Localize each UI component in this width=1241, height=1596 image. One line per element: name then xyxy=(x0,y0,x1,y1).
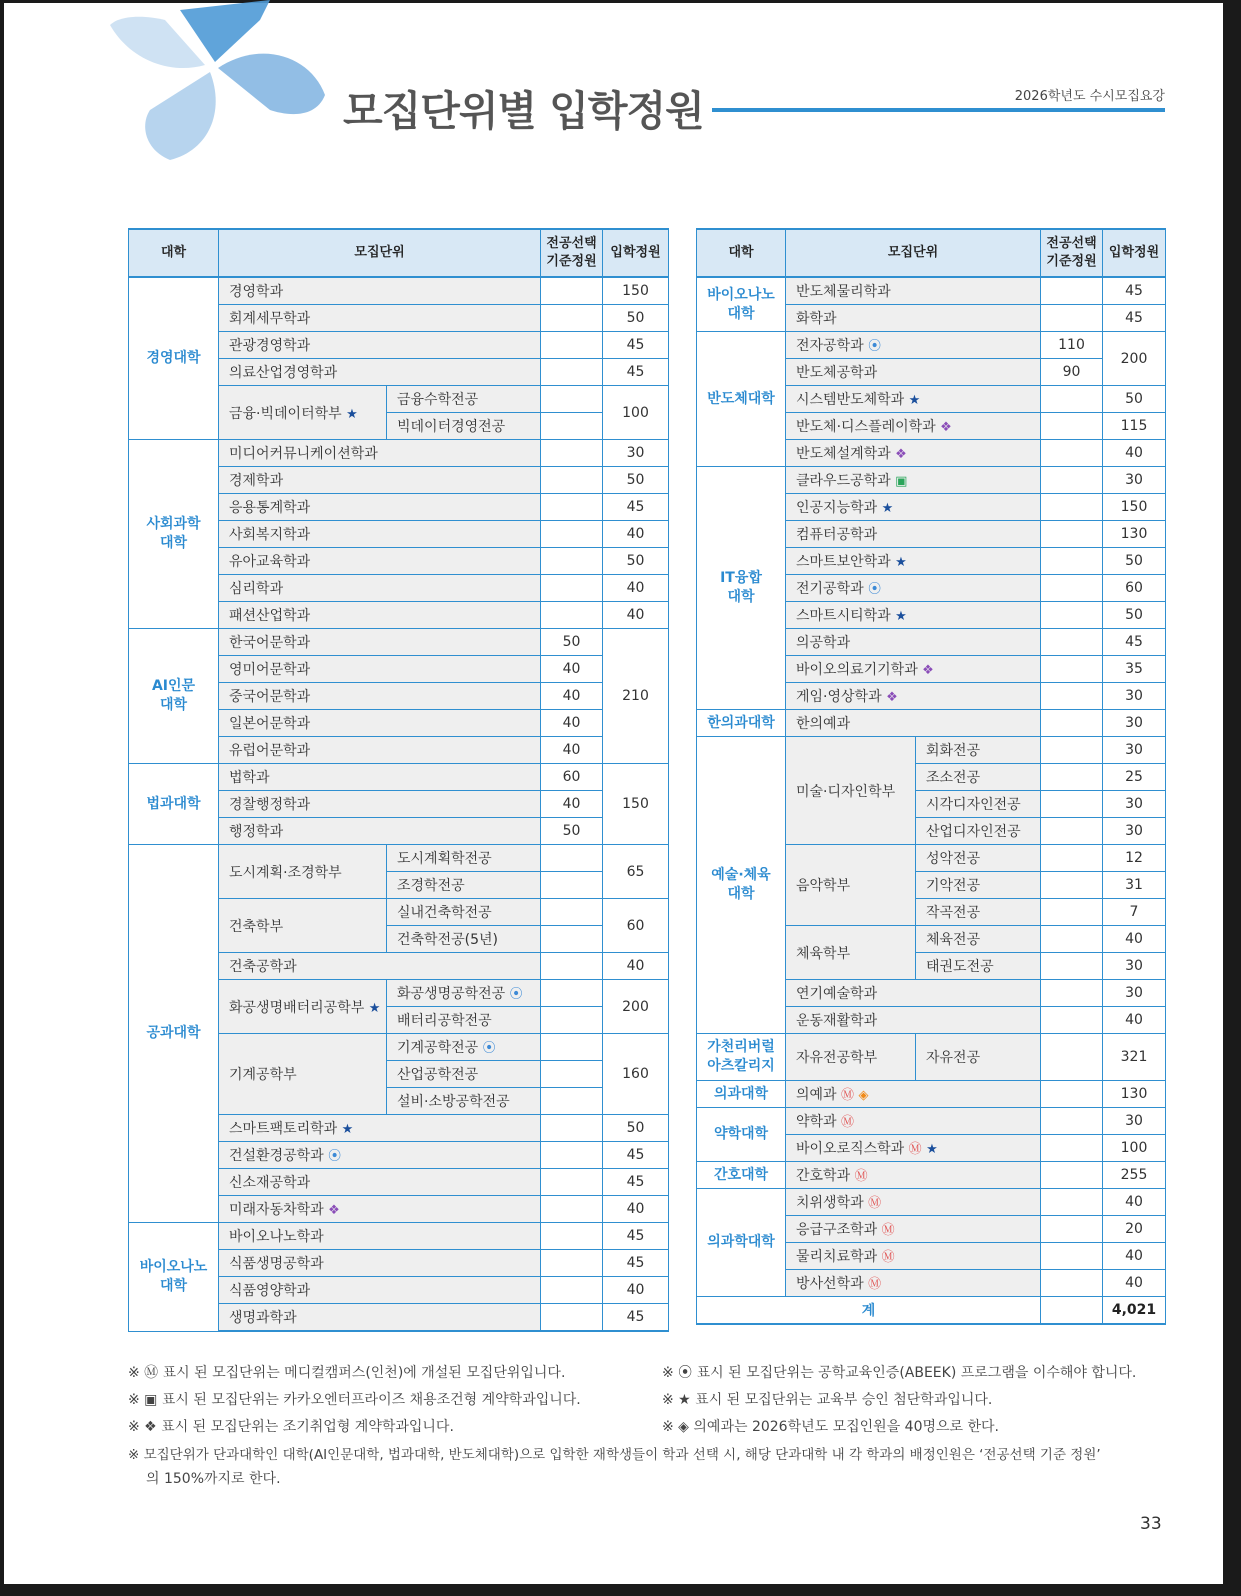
table-row xyxy=(129,277,669,305)
unit-cell: 체육학부 xyxy=(786,926,916,980)
diamond-icon: ❖ xyxy=(886,690,898,705)
quota-cell: 150 xyxy=(603,277,669,305)
quota-cell: 45 xyxy=(603,494,669,521)
header-base: 전공선택 기준정원 xyxy=(541,229,603,277)
quota-cell: 60 xyxy=(603,899,669,953)
quota-cell: 30 xyxy=(1103,1108,1166,1135)
unit-cell: 시스템반도체학과 ★ xyxy=(786,386,1041,413)
unit-cell: 클라우드공학과 ▣ xyxy=(786,467,1041,494)
major-cell: 체육전공 xyxy=(916,926,1041,953)
star-icon: ★ xyxy=(341,1122,354,1137)
unit-cell: 법학과 xyxy=(219,764,541,791)
unit-cell: 스마트시티학과 ★ xyxy=(786,602,1041,629)
quota-cell: 200 xyxy=(1103,332,1166,386)
medical-campus-icon: Ⓜ xyxy=(854,1169,868,1184)
unit-cell: 한의예과 xyxy=(786,710,1041,737)
unit-cell: 음악학부 xyxy=(786,845,916,926)
major-cell: 작곡전공 xyxy=(916,899,1041,926)
quota-cell: 40 xyxy=(1103,1007,1166,1034)
abeek-target-icon: ⦿ xyxy=(328,1149,342,1164)
college-cell: 법과대학 xyxy=(129,764,219,845)
quota-cell: 40 xyxy=(603,1277,669,1304)
unit-cell: 화공생명배터리공학부 ★ xyxy=(219,980,387,1034)
quota-cell: 31 xyxy=(1103,872,1166,899)
table-row xyxy=(129,845,669,872)
major-cell: 금융수학전공 xyxy=(387,386,541,413)
college-cell: 한의과대학 xyxy=(697,710,786,737)
unit-cell: 경영학과 xyxy=(219,277,541,305)
table-row xyxy=(697,1034,1166,1081)
table-row xyxy=(697,332,1166,359)
medical-campus-icon: Ⓜ xyxy=(841,1088,855,1103)
medical-campus-icon: Ⓜ xyxy=(908,1142,922,1157)
base-cell: 60 xyxy=(541,764,603,791)
document-subtitle: 2026학년도 수시모집요강 xyxy=(1014,89,1165,104)
diamond-icon: ❖ xyxy=(922,663,934,678)
quota-cell: 40 xyxy=(603,521,669,548)
base-cell: 40 xyxy=(541,791,603,818)
quota-cell: 30 xyxy=(1103,791,1166,818)
college-cell: 반도체대학 xyxy=(697,332,786,467)
quota-cell: 150 xyxy=(603,764,669,845)
quota-cell: 30 xyxy=(1103,953,1166,980)
header-unit: 모집단위 xyxy=(786,229,1041,277)
pinwheel-logo xyxy=(110,0,340,165)
college-cell: 예술·체육 대학 xyxy=(697,737,786,1034)
quota-cell: 30 xyxy=(1103,980,1166,1007)
quota-cell: 45 xyxy=(603,1250,669,1277)
quota-cell: 45 xyxy=(1103,277,1166,305)
unit-cell: 행정학과 xyxy=(219,818,541,845)
unit-cell: 관광경영학과 xyxy=(219,332,541,359)
unit-cell: 바이오로직스학과 Ⓜ ★ xyxy=(786,1135,1041,1162)
unit-cell: 응급구조학과 Ⓜ xyxy=(786,1216,1041,1243)
unit-cell: 인공지능학과 ★ xyxy=(786,494,1041,521)
unit-cell: 자유전공학부 xyxy=(786,1034,916,1081)
table-row xyxy=(697,710,1166,737)
college-cell: 바이오나노 대학 xyxy=(129,1223,219,1332)
major-cell: 조경학전공 xyxy=(387,872,541,899)
total-quota: 4,021 xyxy=(1103,1297,1166,1325)
page-number: 33 xyxy=(1140,1514,1162,1534)
college-cell: 의과대학 xyxy=(697,1081,786,1108)
major-cell: 기악전공 xyxy=(916,872,1041,899)
left-quota-table xyxy=(128,228,669,1332)
quota-cell: 130 xyxy=(1103,1081,1166,1108)
footnote-kakao-contract: ※ ▣ 표시 된 모집단위는 카카오엔터프라이즈 채용조건형 계약학과입니다. xyxy=(128,1392,581,1408)
quota-cell: 20 xyxy=(1103,1216,1166,1243)
quota-cell: 100 xyxy=(603,386,669,440)
college-cell: IT융합 대학 xyxy=(697,467,786,710)
star-icon: ★ xyxy=(895,555,907,570)
quota-cell: 45 xyxy=(603,1304,669,1332)
page-frame-left xyxy=(0,0,4,1596)
major-cell: 실내건축학전공 xyxy=(387,899,541,926)
table-row xyxy=(697,277,1166,305)
major-cell: 시각디자인전공 xyxy=(916,791,1041,818)
unit-cell: 간호학과 Ⓜ xyxy=(786,1162,1041,1189)
total-label: 계 xyxy=(697,1297,1041,1325)
header-base: 전공선택 기준정원 xyxy=(1041,229,1103,277)
quota-cell: 40 xyxy=(1103,440,1166,467)
unit-cell: 경제학과 xyxy=(219,467,541,494)
base-cell: 40 xyxy=(541,656,603,683)
base-cell: 40 xyxy=(541,683,603,710)
unit-cell: 컴퓨터공학과 xyxy=(786,521,1041,548)
quota-cell: 200 xyxy=(603,980,669,1034)
title-underline xyxy=(712,108,1165,112)
unit-cell: 전기공학과 ⦿ xyxy=(786,575,1041,602)
unit-cell: 식품영양학과 xyxy=(219,1277,541,1304)
unit-cell: 중국어문학과 xyxy=(219,683,541,710)
college-cell: 가천리버럴 아츠칼리지 xyxy=(697,1034,786,1081)
base-cell: 50 xyxy=(541,818,603,845)
quota-cell: 30 xyxy=(1103,737,1166,764)
unit-cell: 반도체·디스플레이학과 ❖ xyxy=(786,413,1041,440)
star-icon: ★ xyxy=(346,406,358,422)
diamond-icon: ❖ xyxy=(940,420,952,435)
quota-cell: 255 xyxy=(1103,1162,1166,1189)
unit-cell: 전자공학과 ⦿ xyxy=(786,332,1041,359)
quota-cell: 45 xyxy=(603,1142,669,1169)
unit-cell: 바이오나노학과 xyxy=(219,1223,541,1250)
quota-cell: 35 xyxy=(1103,656,1166,683)
quota-cell: 50 xyxy=(1103,602,1166,629)
base-cell: 90 xyxy=(1041,359,1103,386)
major-cell: 기계공학전공 ⦿ xyxy=(387,1034,541,1061)
quota-cell: 100 xyxy=(1103,1135,1166,1162)
unit-cell: 미술·디자인학부 xyxy=(786,737,916,845)
page-frame-bottom xyxy=(0,1584,1241,1596)
table-row xyxy=(697,467,1166,494)
unit-cell: 반도체설계학과 ❖ xyxy=(786,440,1041,467)
quota-cell: 45 xyxy=(603,359,669,386)
unit-cell: 유럽어문학과 xyxy=(219,737,541,764)
quota-cell: 50 xyxy=(603,1115,669,1142)
major-cell: 산업디자인전공 xyxy=(916,818,1041,845)
quota-cell: 50 xyxy=(1103,548,1166,575)
quota-cell: 45 xyxy=(603,1169,669,1196)
quota-cell: 45 xyxy=(1103,305,1166,332)
quota-cell: 40 xyxy=(603,575,669,602)
unit-cell: 의료산업경영학과 xyxy=(219,359,541,386)
header-college: 대학 xyxy=(697,229,786,277)
quota-cell: 321 xyxy=(1103,1034,1166,1081)
quota-cell: 30 xyxy=(1103,683,1166,710)
college-cell: 공과대학 xyxy=(129,845,219,1223)
quota-cell: 130 xyxy=(1103,521,1166,548)
quota-cell: 50 xyxy=(603,548,669,575)
unit-cell: 심리학과 xyxy=(219,575,541,602)
quota-cell: 30 xyxy=(1103,467,1166,494)
unit-cell: 반도체물리학과 xyxy=(786,277,1041,305)
unit-cell: 미래자동차학과 ❖ xyxy=(219,1196,541,1223)
unit-cell: 화학과 xyxy=(786,305,1041,332)
quota-cell: 40 xyxy=(603,1196,669,1223)
unit-cell: 물리치료학과 Ⓜ xyxy=(786,1243,1041,1270)
unit-cell: 치위생학과 Ⓜ xyxy=(786,1189,1041,1216)
major-cell: 자유전공 xyxy=(916,1034,1041,1081)
header-quota: 입학정원 xyxy=(1103,229,1166,277)
unit-cell: 회계세무학과 xyxy=(219,305,541,332)
quota-cell: 40 xyxy=(1103,1243,1166,1270)
quota-cell: 60 xyxy=(1103,575,1166,602)
unit-cell: 운동재활학과 xyxy=(786,1007,1041,1034)
unit-cell: 기계공학부 xyxy=(219,1034,387,1115)
table-row xyxy=(129,1223,669,1250)
table-row xyxy=(129,629,669,656)
quota-cell: 65 xyxy=(603,845,669,899)
major-cell: 태권도전공 xyxy=(916,953,1041,980)
quota-cell: 25 xyxy=(1103,764,1166,791)
table-row xyxy=(129,440,669,467)
star-icon: ★ xyxy=(881,501,894,516)
major-cell: 성악전공 xyxy=(916,845,1041,872)
quota-cell: 45 xyxy=(603,1223,669,1250)
college-cell: AI인문 대학 xyxy=(129,629,219,764)
college-cell: 약학대학 xyxy=(697,1108,786,1162)
footnote-early-employment: ※ ❖ 표시 된 모집단위는 조기취업형 계약학과입니다. xyxy=(128,1419,454,1435)
table-row xyxy=(697,1162,1166,1189)
footnote-advanced-dept: ※ ★ 표시 된 모집단위는 교육부 승인 첨단학과입니다. xyxy=(662,1392,993,1408)
star-icon: ★ xyxy=(895,609,907,624)
header-unit: 모집단위 xyxy=(219,229,541,277)
major-cell: 도시계획학전공 xyxy=(387,845,541,872)
footnote-abeek: ※ ⦿ 표시 된 모집단위는 공학교육인증(ABEEK) 프로그램을 이수해야 합니다. xyxy=(662,1365,1137,1381)
quota-cell: 30 xyxy=(603,440,669,467)
quota-cell: 40 xyxy=(1103,926,1166,953)
unit-cell: 건축공학과 xyxy=(219,953,541,980)
college-cell: 경영대학 xyxy=(129,277,219,440)
college-cell: 의과학대학 xyxy=(697,1189,786,1297)
unit-cell: 도시계획·조경학부 xyxy=(219,845,387,899)
star-icon: ★ xyxy=(368,1000,381,1016)
quota-cell: 210 xyxy=(603,629,669,764)
quota-cell: 115 xyxy=(1103,413,1166,440)
quota-cell: 45 xyxy=(1103,629,1166,656)
major-cell: 빅데이터경영전공 xyxy=(387,413,541,440)
unit-cell: 건설환경공학과 ⦿ xyxy=(219,1142,541,1169)
medical-campus-icon: Ⓜ xyxy=(868,1196,882,1211)
unit-cell: 건축학부 xyxy=(219,899,387,953)
college-cell: 바이오나노 대학 xyxy=(697,277,786,332)
quota-cell: 30 xyxy=(1103,818,1166,845)
college-cell: 간호대학 xyxy=(697,1162,786,1189)
unit-cell: 경찰행정학과 xyxy=(219,791,541,818)
star-icon: ★ xyxy=(926,1142,938,1157)
unit-cell: 패션산업학과 xyxy=(219,602,541,629)
footnote-premed-quota: ※ ◈ 의예과는 2026학년도 모집인원을 40명으로 한다. xyxy=(662,1419,999,1435)
star-icon: ★ xyxy=(908,393,921,408)
footnote-medical-campus: ※ Ⓜ 표시 된 모집단위는 메디컬캠퍼스(인천)에 개설된 모집단위입니다. xyxy=(128,1365,566,1381)
unit-cell: 의예과 Ⓜ ◈ xyxy=(786,1081,1041,1108)
unit-cell: 스마트팩토리학과 ★ xyxy=(219,1115,541,1142)
major-cell: 회화전공 xyxy=(916,737,1041,764)
unit-cell: 금융·빅데이터학부 ★ xyxy=(219,386,387,440)
major-cell: 조소전공 xyxy=(916,764,1041,791)
unit-cell: 한국어문학과 xyxy=(219,629,541,656)
header-quota: 입학정원 xyxy=(603,229,669,277)
abeek-target-icon: ⦿ xyxy=(868,582,882,597)
abeek-target-icon: ⦿ xyxy=(482,1041,496,1056)
table-header-row xyxy=(697,229,1166,277)
page-title: 모집단위별 입학정원 xyxy=(343,87,704,135)
unit-cell: 연기예술학과 xyxy=(786,980,1041,1007)
table-header-row xyxy=(129,229,669,277)
base-cell: 40 xyxy=(541,710,603,737)
quota-cell: 45 xyxy=(603,332,669,359)
quota-cell: 50 xyxy=(603,305,669,332)
major-cell: 설비·소방공학전공 xyxy=(387,1088,541,1115)
major-cell: 건축학전공(5년) xyxy=(387,926,541,953)
medical-campus-icon: Ⓜ xyxy=(881,1250,895,1265)
medical-campus-icon: Ⓜ xyxy=(881,1223,895,1238)
diamond-icon: ❖ xyxy=(328,1203,340,1218)
quota-cell: 40 xyxy=(603,602,669,629)
header-college: 대학 xyxy=(129,229,219,277)
base-cell: 40 xyxy=(541,737,603,764)
footnote-major-selection: ※ 모집단위가 단과대학인 대학(AI인문대학, 법과대학, 반도체대학)으로 입학한 재학생들이 학과 선택 시, 해당 단과대학 내 각 학과의 배정인원은 ‘전공선택 기준 정원’ xyxy=(128,1447,1101,1463)
diamond-icon: ❖ xyxy=(895,447,907,462)
unit-cell: 일본어문학과 xyxy=(219,710,541,737)
unit-cell: 게임·영상학과 ❖ xyxy=(786,683,1041,710)
total-row xyxy=(697,1297,1166,1325)
major-cell: 산업공학전공 xyxy=(387,1061,541,1088)
unit-cell: 식품생명공학과 xyxy=(219,1250,541,1277)
table-row xyxy=(697,1081,1166,1108)
major-cell: 화공생명공학전공 ⦿ xyxy=(387,980,541,1007)
medical-campus-icon: Ⓜ xyxy=(868,1277,882,1292)
footnote-major-selection-cont: 의 150%까지로 한다. xyxy=(146,1471,281,1487)
quota-cell: 150 xyxy=(1103,494,1166,521)
unit-cell: 스마트보안학과 ★ xyxy=(786,548,1041,575)
quota-cell: 7 xyxy=(1103,899,1166,926)
quota-cell: 12 xyxy=(1103,845,1166,872)
table-row xyxy=(697,737,1166,764)
unit-cell: 약학과 Ⓜ xyxy=(786,1108,1041,1135)
unit-cell: 바이오의료기기학과 ❖ xyxy=(786,656,1041,683)
table-row xyxy=(129,764,669,791)
unit-cell: 신소재공학과 xyxy=(219,1169,541,1196)
unit-cell: 응용통계학과 xyxy=(219,494,541,521)
orange-diamond-icon: ◈ xyxy=(858,1088,869,1103)
medical-campus-icon: Ⓜ xyxy=(841,1115,855,1130)
unit-cell: 의공학과 xyxy=(786,629,1041,656)
unit-cell: 유아교육학과 xyxy=(219,548,541,575)
quota-cell: 160 xyxy=(603,1034,669,1115)
unit-cell: 생명과학과 xyxy=(219,1304,541,1332)
square-icon: ▣ xyxy=(895,474,908,489)
table-row xyxy=(697,1189,1166,1216)
quota-cell: 40 xyxy=(1103,1189,1166,1216)
quota-cell: 30 xyxy=(1103,710,1166,737)
quota-cell: 50 xyxy=(603,467,669,494)
unit-cell: 미디어커뮤니케이션학과 xyxy=(219,440,541,467)
unit-cell: 반도체공학과 xyxy=(786,359,1041,386)
quota-cell: 40 xyxy=(1103,1270,1166,1297)
quota-cell: 50 xyxy=(1103,386,1166,413)
base-cell: 110 xyxy=(1041,332,1103,359)
quota-cell: 40 xyxy=(603,953,669,980)
unit-cell: 방사선학과 Ⓜ xyxy=(786,1270,1041,1297)
major-cell: 배터리공학전공 xyxy=(387,1007,541,1034)
unit-cell: 사회복지학과 xyxy=(219,521,541,548)
abeek-target-icon: ⦿ xyxy=(868,339,882,354)
college-cell: 사회과학 대학 xyxy=(129,440,219,629)
right-quota-table xyxy=(696,228,1166,1325)
abeek-target-icon: ⦿ xyxy=(509,987,523,1002)
table-row xyxy=(697,1108,1166,1135)
unit-cell: 영미어문학과 xyxy=(219,656,541,683)
page-frame-right xyxy=(1223,0,1241,1596)
base-cell: 50 xyxy=(541,629,603,656)
